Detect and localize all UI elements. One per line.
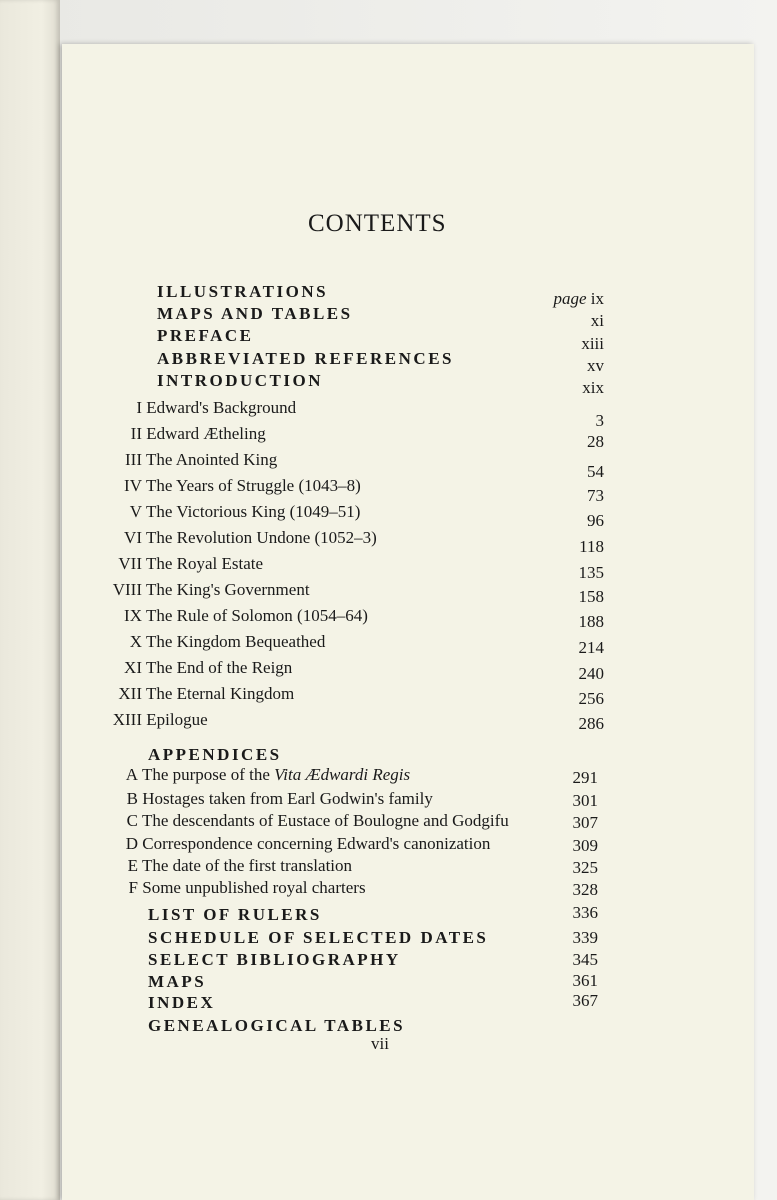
appendix-letter: D	[125, 834, 138, 853]
toc-chapter-11-page: 240	[578, 664, 604, 683]
facing-page-edge	[0, 0, 60, 1200]
toc-chapter-1-page: 3	[595, 411, 604, 430]
toc-appendix-b	[120, 789, 433, 809]
toc-chapter-9-page: 188	[578, 612, 604, 631]
chapter-title: Edward's Background	[146, 398, 297, 417]
toc-label-illustrations: ILLUSTRATIONS	[157, 282, 329, 301]
toc-chapter-9	[94, 606, 368, 626]
toc-chapter-2	[94, 424, 266, 444]
toc-appendix-f	[120, 878, 366, 898]
toc-chapter-2-page: 28	[587, 432, 604, 451]
toc-page-illustrations	[553, 289, 604, 309]
toc-chapter-13-page: 286	[578, 714, 604, 733]
toc-chapter-8	[94, 580, 310, 600]
toc-label-index: INDEX	[148, 993, 216, 1012]
toc-label-select-bibliography: SELECT BIBLIOGRAPHY	[148, 950, 401, 969]
toc-label-maps-and-tables: MAPS AND TABLES	[157, 304, 353, 323]
toc-label-preface: PREFACE	[157, 326, 254, 345]
page-folio: vii	[371, 1034, 389, 1053]
toc-label-introduction: INTRODUCTION	[157, 371, 324, 390]
toc-chapter-10	[94, 632, 325, 652]
appendix-title-italic: Vita Ædwardi Regis	[274, 765, 411, 784]
toc-appendix-c	[120, 811, 509, 831]
chapter-number: XII	[118, 684, 142, 703]
appendix-title: The descendants of Eustace of Boulogne and Godgifu	[141, 811, 509, 830]
toc-page-maps-and-tables: xi	[590, 311, 604, 330]
toc-chapter-3-page: 54	[587, 462, 604, 481]
appendix-title: Correspondence concerning Edward's canonization	[142, 834, 491, 853]
toc-appendix-a	[120, 765, 410, 785]
chapter-number: XI	[124, 658, 142, 677]
appendix-letter: A	[125, 765, 138, 784]
toc-label-genealogical-tables: GENEALOGICAL TABLES	[148, 1016, 406, 1035]
toc-page-preface: xiii	[581, 334, 604, 353]
chapter-title: Edward Ætheling	[146, 424, 266, 443]
chapter-title: The Royal Estate	[145, 554, 264, 573]
toc-chapter-5-page: 96	[587, 511, 604, 530]
toc-appendix-c-page: 307	[572, 813, 598, 832]
appendix-title: Some unpublished royal charters	[142, 878, 366, 897]
appendix-title: The purpose of the	[141, 765, 270, 784]
chapter-title: The Victorious King (1049–51)	[145, 502, 361, 521]
toc-chapter-3	[94, 450, 277, 470]
chapter-title: The Years of Struggle (1043–8)	[145, 476, 361, 495]
chapter-number: IV	[124, 476, 142, 495]
toc-label-list-of-rulers: LIST OF RULERS	[148, 905, 322, 924]
toc-appendix-f-page: 328	[572, 880, 598, 899]
toc-chapter-4-page: 73	[587, 486, 604, 505]
toc-page-list-of-rulers: 336	[572, 903, 598, 922]
toc-appendix-e-page: 325	[572, 858, 598, 877]
toc-page-maps: 361	[572, 971, 598, 990]
chapter-title: Epilogue	[146, 710, 208, 729]
chapter-number: V	[129, 502, 142, 521]
toc-appendix-e	[120, 856, 352, 876]
toc-chapter-6	[94, 528, 377, 548]
appendix-title: Hostages taken from Earl Godwin's family	[142, 789, 433, 808]
page-number: ix	[590, 289, 604, 308]
chapter-title: The King's Government	[145, 580, 310, 599]
chapter-title: The Eternal Kingdom	[145, 684, 295, 703]
toc-chapter-4	[94, 476, 361, 496]
appendix-letter: B	[126, 789, 138, 808]
toc-label-maps: MAPS	[148, 972, 207, 991]
toc-label-schedule-of-selected-dates: SCHEDULE OF SELECTED DATES	[148, 928, 489, 947]
toc-chapter-12-page: 256	[578, 689, 604, 708]
chapter-number: IX	[124, 606, 142, 625]
chapter-title: The Anointed King	[145, 450, 278, 469]
appendices-heading: APPENDICES	[148, 745, 282, 764]
page-title: CONTENTS	[308, 210, 447, 237]
chapter-number: II	[130, 424, 142, 443]
toc-chapter-13	[94, 710, 208, 730]
toc-chapter-6-page: 118	[579, 537, 604, 556]
chapter-number: I	[136, 398, 142, 417]
appendix-title: The date of the first translation	[141, 856, 353, 875]
toc-chapter-7-page: 135	[578, 563, 604, 582]
toc-chapter-7	[94, 554, 263, 574]
chapter-number: VI	[124, 528, 142, 547]
toc-appendix-d	[120, 834, 490, 854]
toc-label-abbreviated-references: ABBREVIATED REFERENCES	[157, 349, 454, 368]
chapter-title: The Kingdom Bequeathed	[145, 632, 326, 651]
toc-page-introduction: xix	[582, 378, 604, 397]
toc-chapter-12	[94, 684, 294, 704]
toc-page-abbreviated-references: xv	[587, 356, 604, 375]
toc-page-select-bibliography: 345	[572, 950, 598, 969]
chapter-number: X	[129, 632, 142, 651]
chapter-title: The Rule of Solomon (1054–64)	[145, 606, 368, 625]
toc-chapter-11	[94, 658, 292, 678]
appendix-letter: C	[126, 811, 138, 830]
toc-page-schedule-of-selected-dates: 339	[572, 928, 598, 947]
chapter-title: The Revolution Undone (1052–3)	[145, 528, 377, 547]
toc-appendix-d-page: 309	[572, 836, 598, 855]
appendix-letter: F	[128, 878, 138, 897]
chapter-number: III	[125, 450, 142, 469]
chapter-number: XIII	[112, 710, 142, 729]
chapter-title: The End of the Reign	[145, 658, 293, 677]
toc-chapter-10-page: 214	[578, 638, 604, 657]
toc-chapter-5	[94, 502, 360, 522]
toc-page-index: 367	[572, 991, 598, 1010]
toc-chapter-1	[94, 398, 296, 418]
toc-appendix-b-page: 301	[572, 791, 598, 810]
page-prefix: page	[553, 289, 587, 308]
toc-chapter-8-page: 158	[578, 587, 604, 606]
chapter-number: VII	[118, 554, 142, 573]
appendix-letter: E	[127, 856, 138, 875]
toc-appendix-a-page: 291	[572, 768, 598, 787]
chapter-number: VIII	[112, 580, 142, 599]
